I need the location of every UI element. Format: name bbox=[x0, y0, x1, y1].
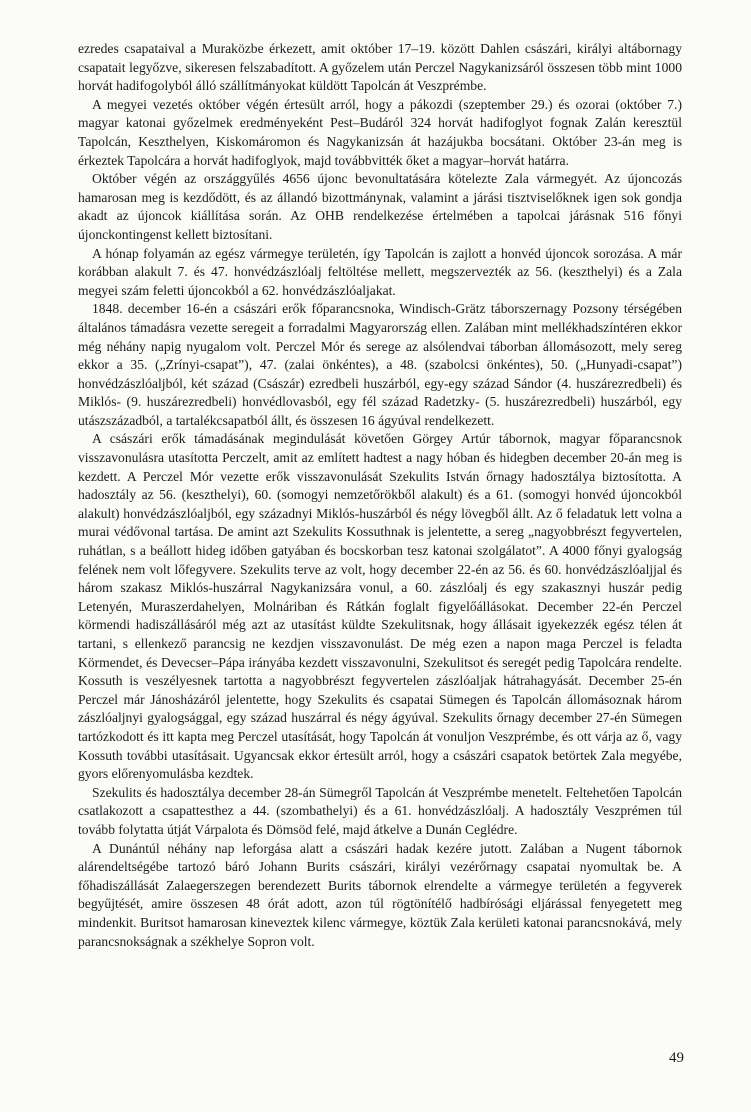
paragraph-8: A Dunántúl néhány nap leforgása alatt a császári hadak kezére jutott. Zalában a Nugent tábornok alárendeltségébe tartozó báró Johann Burits császári, királyi vezérőrnagy csapatai nyomultak be. A főhadiszállását Zalaegerszegen berendezett Burits tábornok elrendelte a vármegye területén a fegyverek begyűjtését, amire összesen 48 órát adott, azon túl rögtönítélő hadbírósági eljárással fenyegetett meg mindenkit. Buritsot hamarosan kineveztek kilenc vármegye, köztük Zala kerületi katonai parancsnokává, mely parancsnokságnak a székhelye Sopron volt. bbox=[78, 840, 682, 949]
paragraph-6: A császári erők támadásának megindulását követően Görgey Artúr tábornok, magyar főparancsnok visszavonulásra utasította Perczelt, amit az említett hadtest a nagy hóban és hidegben december 20-án meg is kezdett. A Perczel Mór vezette erők visszavonulását Szekulits István őrnagy hadosztálya biztosította. A hadosztály az 56. (keszthelyi), 60. (somogyi nemzetőrökből alakult) és a 61. (somogyi honvéd újoncokból alakult) honvédzászlóaljból, egy századnyi Miklós-huszárból és négy lövegből állt. Az ő feladatuk lett volna a murai védővonal tartása. De amint azt Szekulits Kossuthnak is jelentette, a sereg „nagyobbrészt fegyvertelen, ruhátlan, s a beállott hideg időben gatyában és bocskorban tesz katonai szolgálatot”. A 4000 főnyi gyalogság felének nem volt lőfegyvere. Szekulits terve az volt, hogy december 22-én az 56. és 60. honvédzászlóaljjal és három szakasz Miklós-huszárral Nagykanizsára vonul, a 60. zászlóalj és egy szakasznyi huszár pedig Letenyén, Muraszerdahelyen, Molnáriban és Rátkán foglalt figyelőállásokat. December 22-én Perczel körmendi hadiszállásáról még azt az utasítást küldte Szekulitsnak, hogy állásait igyekezzék egész télen át tartani, s ellenkező parancsig ne kezdjen visszavonulást. De még ezen a napon maga Perczel is feladta Körmendet, és Devecser–Pápa irányába kezdett visszavonulni, Szekulitsot és seregét pedig Tapolcára rendelte. Kossuth is veszélyesnek tartotta a nagyobbrészt fegyvertelen zászlóaljak hátrahagyását. December 25-én Perczel már Jánosházáról jelentette, hogy Szekulits és csapatai Sümegen és Tapolcán állomásoznak három zászlóaljnyi gyalogsággal, egy század huszárral és négy ágyúval. Szekulits őrnagy december 27-én Sümegen tartózkodott és itt kapta meg Perczel utasítását, hogy Tapolcán át vonuljon Veszprémbe, és ott várja az ő, vagy Kossuth további utasításait. Ugyancsak ekkor értesült arról, hogy a császári csapatok betörtek Zala megyébe, gyors előrenyomulásba kezdtek. bbox=[78, 431, 682, 782]
paragraph-2: A megyei vezetés október végén értesült arról, hogy a pákozdi (szeptember 29.) és ozorai (október 7.) magyar katonai győzelmek eredményeként Pest–Budáról 324 horvát hadifoglyot fognak Zalán keresztül Tapolcán, Keszthelyen, Kiskomáromon és Nagykanizsán át hazájukba bocsátani. Október 23-án meg is érkeztek Tapolcára a horvát hadifoglyok, majd továbbvitték őket a magyar–horvát határra. bbox=[78, 96, 682, 168]
paragraph-7: Szekulits és hadosztálya december 28-án Sümegről Tapolcán át Veszprémbe menetelt. Feltehetően Tapolcán csatlakozott a csapattesthez a 44. (szombathelyi) és a 61. honvédzászlóalj. A hadosztály Veszprémen túl tovább folytatta útját Várpalota és Dömsöd felé, majd átkelve a Dunán Ceglédre. bbox=[78, 784, 682, 837]
body-text bbox=[78, 40, 682, 951]
paragraph-5: 1848. december 16-én a császári erők főparancsnoka, Windisch-Grätz táborszernagy Pozsony térségében általános támadásra vezette seregeit a forradalmi Magyarország ellen. Zalában mint mellékhadszíntéren ekkor még néhány napig nyugalom volt. Perczel Mór és serege az alsólendvai táborban állomásozott, mely sereg ekkor a 35. („Zrínyi-csapat”), 47. (zalai önkéntes), a 48. (szabolcsi önkéntes), 50. („Hunyadi-csapat”) honvédzászlóaljból, két század (Császár) ezredbeli huszárból, egy-egy század Sándor (4. huszárezredbeli) és Miklós- (9. huszárezredbeli) honvédlovasból, egy fél század Radetzky- (5. huszárezredbeli) huszárból, egy utászszázadból, a tartalékcsapatból állt, és összesen 16 ágyúval rendelkezett. bbox=[78, 301, 682, 428]
paragraph-1: ezredes csapataival a Muraközbe érkezett, amit október 17–19. között Dahlen császári, királyi altábornagy csapatait legyőzve, sikeresen felszabadított. A győzelem után Perczel Nagykanizsáról összesen több mint 1000 horvát hadifogolyból álló szállítmányokat küldött Tapolcán át Veszprémbe. bbox=[78, 41, 682, 94]
paragraph-4: A hónap folyamán az egész vármegye területén, így Tapolcán is zajlott a honvéd újoncok sorozása. A már korábban alakult 7. és 47. honvédzászlóalj feltöltése mellett, megszervezték az 56. (keszthelyi) és a Zala megyei szám feletti újoncokból a 62. honvédzászlóaljakat. bbox=[78, 245, 682, 298]
paragraph-3: Október végén az országgyűlés 4656 újonc bevonultatására kötelezte Zala vármegyét. Az újoncozás hamarosan meg is kezdődött, és az állandó bizottmánynak, valamint a járási tisztviselőknek igen sok gondja akadt az újoncok kiállítása során. Az OHB rendelkezése értelmében a tapolcai járásnak 516 főnyi újonckontingenst kellett biztosítani. bbox=[78, 171, 682, 242]
page-number: 49 bbox=[669, 1050, 684, 1066]
